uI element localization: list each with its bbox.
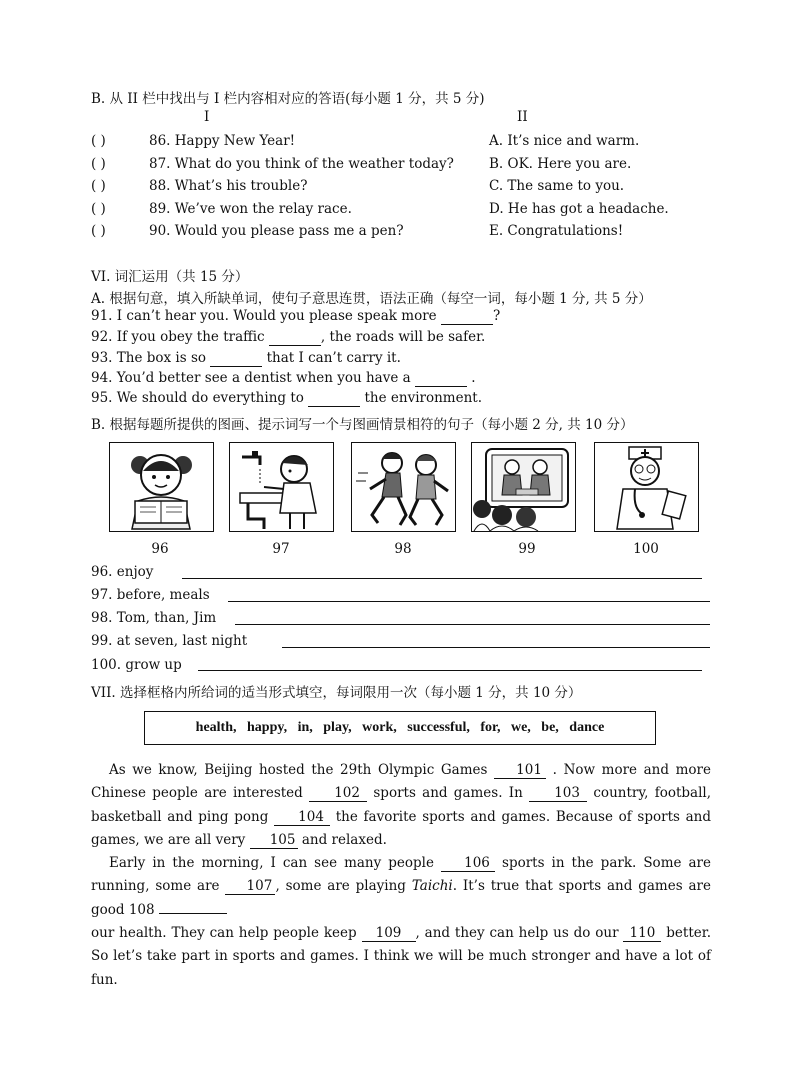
vocab-item-93: 93. The box is so that I can’t carry it. (91, 350, 401, 366)
fill-blank[interactable] (415, 371, 467, 387)
answer-paren[interactable]: ( ) (91, 178, 106, 194)
answer-paren[interactable]: ( ) (91, 201, 106, 217)
answer-option: A. It’s nice and warm. (489, 133, 640, 149)
doctor-icon (594, 442, 699, 532)
vocab-item-91: 91. I can’t hear you. Would you please speak more ? (91, 308, 501, 324)
fill-blank-104[interactable]: 104 (274, 810, 330, 826)
fill-blank-106[interactable]: 106 (441, 856, 495, 872)
fill-blank-102[interactable]: 102 (309, 786, 367, 802)
answer-option: E. Congratulations! (489, 223, 624, 239)
answer-line[interactable] (235, 624, 710, 625)
boys-running-icon (351, 442, 456, 532)
picture-number: 97 (272, 541, 290, 557)
answer-option: B. OK. Here you are. (489, 156, 632, 172)
answer-option: D. He has got a headache. (489, 201, 669, 217)
writing-prompt-96: 96. enjoy (91, 564, 154, 580)
vocab-item-92: 92. If you obey the traffic , the roads will be safer. (91, 329, 486, 345)
part-a-instruction: A. 根据句意，填入所缺单词，使句子意思连贯，语法正确（每空一词，每小题 1 分, 共 5 分） (91, 291, 652, 307)
writing-prompt-97: 97. before, meals (91, 587, 210, 603)
fill-blank[interactable] (269, 330, 321, 346)
answer-paren[interactable]: ( ) (91, 223, 106, 239)
column-ii-label: II (517, 109, 528, 125)
answer-line[interactable] (282, 647, 710, 648)
passage-paragraph-3: our health. They can help people keep 109 , and they can help us do our 110 better. So let’s take part in sports and games. I think we will be much stronger and have a lot of fun. (91, 925, 711, 988)
answer-paren[interactable]: ( ) (91, 156, 106, 172)
fill-blank-108[interactable] (159, 913, 227, 914)
picture-number: 96 (151, 541, 169, 557)
fill-blank-109[interactable]: 109 (362, 926, 416, 942)
fill-blank-110[interactable]: 110 (623, 926, 661, 942)
writing-prompt-100: 100. grow up (91, 657, 182, 673)
question-text: 90. Would you please pass me a pen? (149, 223, 404, 239)
girl-reading-icon (109, 442, 214, 532)
part-b-instruction: B. 根据每题所提供的图画、提示词写一个与图画情景相符的句子（每小题 2 分, 共 10 分） (91, 417, 634, 433)
vocab-item-94: 94. You’d better see a dentist when you have a . (91, 370, 476, 386)
fill-blank[interactable] (210, 351, 262, 367)
section-vii-heading: VII. 选择框格内所给词的适当形式填空，每词限用一次（每小题 1 分，共 10 分） (91, 685, 582, 701)
fill-blank-107[interactable]: 107 (225, 879, 275, 895)
fill-blank[interactable] (308, 391, 360, 407)
writing-prompt-98: 98. Tom, than, Jim (91, 610, 217, 626)
question-text: 86. Happy New Year! (149, 133, 296, 149)
answer-option: C. The same to you. (489, 178, 625, 194)
vocab-item-95: 95. We should do everything to the environment. (91, 390, 482, 406)
column-i-label: I (204, 109, 210, 125)
answer-line[interactable] (198, 670, 702, 671)
passage-paragraph-1: As we know, Beijing hosted the 29th Olympic Games 101 . Now more and more Chinese people are interested 102 sports and games. In 103 country, football, basketball and ping pong 104 the favorite sports and games. Because of sports and games, we are all very 105 and relaxed. (91, 762, 712, 848)
word-bank: health, happy, in, play, work, successful, for, we, be, dance (195, 720, 605, 735)
writing-prompt-99: 99. at seven, last night (91, 633, 248, 649)
answer-line[interactable] (228, 601, 710, 602)
passage-paragraph-2: Early in the morning, I can see many people 106 sports in the park. Some are running, some are 107 , some are playing Taichi. It’s true that sports and games are good 108 (91, 855, 712, 918)
question-text: 87. What do you think of the weather today? (149, 156, 454, 172)
fill-blank-101[interactable]: 101 (494, 763, 546, 779)
question-text: 89. We’ve won the relay race. (149, 201, 352, 217)
fill-blank-105[interactable]: 105 (250, 833, 298, 849)
section-vi-heading: VI. 词汇运用（共 15 分） (91, 269, 249, 285)
picture-number: 100 (633, 541, 659, 557)
watching-tv-icon (471, 442, 576, 532)
fill-blank[interactable] (441, 309, 493, 325)
washing-hands-icon (229, 442, 334, 532)
word-bank-box (144, 711, 656, 745)
picture-number: 99 (518, 541, 536, 557)
question-text: 88. What’s his trouble? (149, 178, 308, 194)
picture-number: 98 (394, 541, 412, 557)
section-b-heading: B. 从 II 栏中找出与 I 栏内容相对应的答语(每小题 1 分，共 5 分) (91, 91, 485, 107)
fill-blank-103[interactable]: 103 (529, 786, 587, 802)
answer-paren[interactable]: ( ) (91, 133, 106, 149)
answer-line[interactable] (182, 578, 702, 579)
